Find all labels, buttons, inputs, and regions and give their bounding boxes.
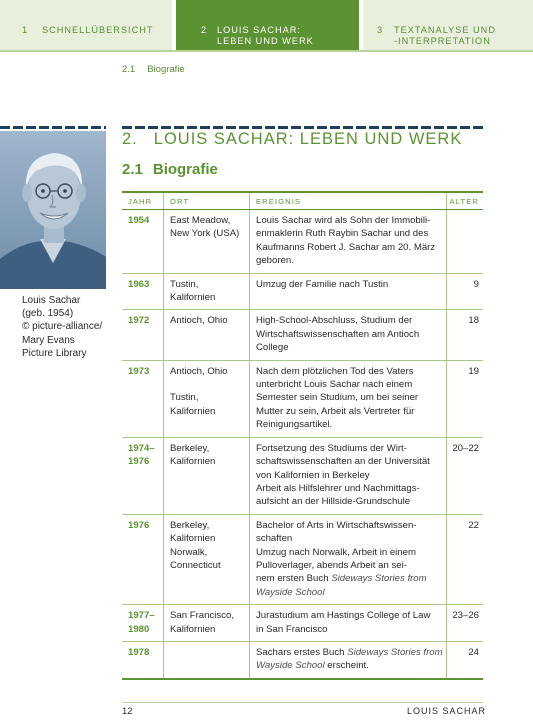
title-dashed-rule (122, 126, 483, 129)
cell-line (256, 646, 446, 659)
table-row (122, 438, 483, 515)
cell-age: 24 (446, 642, 483, 678)
table-row (122, 274, 483, 311)
book-title: Sideways Stories from (331, 573, 427, 585)
chapter-tabs (0, 0, 533, 50)
cell-line: 1974– (128, 442, 155, 454)
cell-event (249, 210, 446, 273)
header-ereignis: EREIGNIS (249, 193, 446, 209)
cell-line: Tustin, (170, 392, 199, 404)
cell-line: Umzug nach Norwalk, Arbeit in einem (256, 546, 416, 558)
cell-line: Kaufmanns Robert J. Sachar am 20. März (256, 241, 436, 253)
cell-line: Connecticut (170, 559, 221, 571)
cell-line: 1976 (128, 519, 150, 531)
photo-dashed-rule (0, 126, 106, 129)
table-row (122, 605, 483, 642)
cell-event (249, 361, 446, 437)
footer-divider (122, 702, 483, 703)
cell-line: Pulloverlager, abends Arbeit an sei- (256, 559, 407, 571)
cell-line: 1976 (128, 456, 150, 468)
cell-place (163, 310, 249, 359)
section-title-text: Biografie (152, 161, 218, 178)
cell-age: 20–22 (446, 438, 483, 514)
header-alter: ALTER (446, 193, 483, 209)
cell-year (122, 515, 163, 604)
header-ort: ORT (163, 193, 249, 209)
cell-line: Fortsetzung des Studiums der Wirt- (256, 442, 407, 454)
cell-age (446, 210, 483, 273)
cell-line: High-School-Abschluss, Studium der (256, 315, 413, 327)
cell-line: Jurastudium am Hastings College of Law (256, 610, 431, 622)
cell-event (249, 310, 446, 359)
header-jahr: JAHR (128, 197, 153, 206)
cell-line: Kalifornien (170, 533, 216, 545)
tab-label-line: -INTERPRETATION (394, 36, 491, 46)
table-row (122, 515, 483, 605)
cell-line: College (256, 342, 289, 354)
cell-line: 1980 (128, 623, 150, 635)
event-text: erscheint. (324, 660, 369, 672)
tab-label (217, 25, 314, 47)
caption-line: Mary Evans (22, 334, 75, 346)
cell-year (122, 605, 163, 641)
running-footer: LOUIS SACHAR (406, 706, 486, 716)
cell-event (249, 438, 446, 514)
cell-line: enmaklerin Ruth Raybin Sachar und des (256, 228, 429, 240)
caption-line: Louis Sachar (22, 295, 81, 306)
cell-year (122, 210, 163, 273)
cell-line: San Francisco, (170, 610, 234, 622)
tab-label-line: LOUIS SACHAR: (217, 25, 301, 35)
cell-line: aufsicht an der Hillside-Grundschule (256, 496, 411, 508)
book-title: Wayside School (256, 660, 325, 672)
cell-line: in San Francisco (256, 623, 328, 635)
cell-line: unterbricht Louis Sachar nach einem (256, 379, 413, 391)
breadcrumb-label: Biografie (147, 64, 185, 75)
cell-year (122, 310, 163, 359)
cell-line: East Meadow, (170, 215, 231, 226)
cell-place (163, 438, 249, 514)
cell-place (163, 274, 249, 310)
cell-line: schaftswissenschaften an der Universität (256, 456, 430, 468)
tab-divider (0, 50, 533, 52)
cell-line: Arbeit als Hilfslehrer und Nachmittags- (256, 482, 420, 494)
table-row (122, 361, 483, 438)
table-row (122, 310, 483, 360)
caption-line: (geb. 1954) (22, 308, 74, 320)
cell-line: Louis Sachar wird als Sohn der Immobili- (256, 215, 431, 226)
breadcrumb-number: 2.1 (122, 64, 136, 75)
cell-line: Antioch, Ohio (170, 315, 228, 327)
cell-place (163, 515, 249, 604)
cell-line: 1973 (128, 365, 150, 377)
table-row (122, 642, 483, 680)
cell-year (122, 438, 163, 514)
cell-line: geboren. (256, 255, 294, 267)
photo-caption (22, 294, 112, 360)
tab-number: 2 (201, 25, 208, 35)
chapter-number: 2. (122, 130, 138, 148)
cell-line: Kalifornien (170, 623, 216, 635)
chapter-title-text: LOUIS SACHAR: LEBEN UND WERK (153, 130, 463, 148)
cell-line: schaften (256, 533, 293, 545)
cell-line: New York (USA) (170, 228, 240, 240)
tab-label-line: TEXTANALYSE UND (394, 25, 496, 35)
cell-line: 1963 (128, 278, 150, 290)
cell-line: Berkeley, (170, 442, 210, 454)
cell-line: Berkeley, (170, 519, 210, 531)
breadcrumb (122, 64, 197, 75)
cell-line: Tustin, (170, 278, 199, 290)
cell-line (256, 659, 446, 672)
cell-line: Kalifornien (170, 405, 216, 417)
cell-line: 1978 (128, 646, 150, 658)
event-text: Sachars erstes Buch (256, 646, 348, 658)
cell-line: von Kalifornien in Berkeley (256, 469, 370, 481)
cell-age: 19 (446, 361, 483, 437)
tab-number: 3 (377, 25, 384, 35)
book-title: Sideways Stories from (347, 646, 443, 658)
tab-leben-und-werk[interactable] (176, 0, 359, 50)
cell-event (249, 515, 446, 604)
cell-line: Antioch, Ohio (170, 365, 228, 377)
cell-line (256, 572, 446, 585)
caption-line: © picture-alliance/ (22, 321, 103, 333)
cell-line: Wirtschaftswissenschaften am Antioch (256, 328, 420, 340)
cell-age: 22 (446, 515, 483, 604)
caption-line: Picture Library (22, 347, 87, 359)
table-row (122, 210, 483, 274)
cell-line: Nach dem plötzlichen Tod des Vaters (256, 365, 414, 377)
cell-line: 1954 (128, 215, 150, 226)
cell-year (122, 642, 163, 678)
cell-age: 23–26 (446, 605, 483, 641)
cell-line: Bachelor of Arts in Wirtschaftswissen- (256, 519, 417, 531)
biography-table (122, 191, 483, 680)
cell-line-spacer (170, 378, 249, 391)
cell-event (249, 605, 446, 641)
section-number: 2.1 (122, 161, 143, 178)
book-title: Wayside School (256, 586, 325, 598)
event-text: nem ersten Buch (256, 573, 332, 585)
cell-age: 9 (446, 274, 483, 310)
cell-year (122, 274, 163, 310)
cell-age: 18 (446, 310, 483, 359)
cell-place (163, 605, 249, 641)
page-number: 12 (122, 706, 133, 717)
chapter-title (122, 130, 462, 149)
cell-place (163, 361, 249, 437)
table-header (122, 191, 483, 210)
cell-place (163, 210, 249, 273)
cell-line: Semester sein Studium, um bei seiner (256, 392, 419, 404)
tab-label (394, 25, 496, 47)
cell-place (163, 642, 249, 678)
cell-line: Norwalk, (170, 546, 208, 558)
tab-textanalyse[interactable] (363, 0, 533, 50)
tab-number: 1 (22, 25, 29, 35)
cell-line: Kalifornien (170, 456, 216, 468)
cell-line: 1972 (128, 315, 150, 327)
cell-event (249, 274, 446, 310)
cell-line: Mutter zu sein, Arbeit als Vertreter für (256, 405, 415, 417)
tab-label: SCHNELLÜBERSICHT (42, 25, 154, 35)
tab-schnelluebersicht[interactable] (0, 0, 172, 50)
cell-year (122, 361, 163, 437)
cell-line: Reinigungsartikel. (256, 419, 333, 431)
portrait-image (0, 131, 106, 289)
cell-line: Kalifornien (170, 292, 216, 304)
cell-event (249, 642, 446, 678)
author-photo (0, 131, 106, 289)
cell-line: Umzug der Familie nach Tustin (256, 278, 389, 290)
section-title (122, 161, 218, 178)
cell-line: 1977– (128, 610, 155, 622)
tab-label-line: LEBEN UND WERK (217, 36, 314, 46)
